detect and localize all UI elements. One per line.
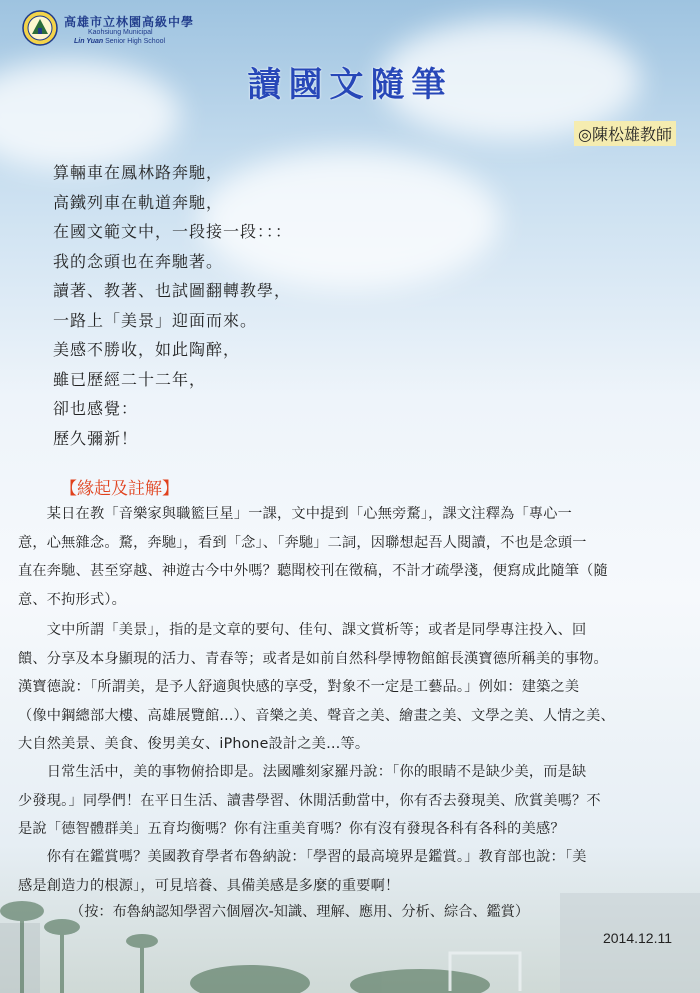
paragraph-line: 意、不拘形式）。	[18, 591, 127, 608]
paragraph-line: 大自然美景、美食、俊男美女、iPhone設計之美…等。	[18, 736, 370, 752]
poem-line: 美感不勝收，如此陶醉，	[53, 340, 241, 359]
article-date: 2014.12.11	[602, 930, 672, 946]
paragraph-beauty	[18, 616, 678, 759]
poem-line: 讀著、教著、也試圖翻轉教學，	[53, 281, 292, 300]
poem-line: 算輛車在鳳林路奔馳，	[53, 163, 224, 182]
article-title: 讀國文隨筆	[247, 65, 453, 105]
poem-block	[53, 158, 292, 453]
paragraph-line: 饋、分享及本身顯現的活力、青春等；或者是如前自然科學博物館館長漢寶德所稱美的事物。	[18, 650, 608, 667]
paragraph-line: 你有在鑑賞嗎？美國教育學者布魯納說：「學習的最高境界是鑑賞。」教育部也說：「美	[18, 849, 587, 865]
footnote: （按：布魯納認知學習六個層次-知識、理解、應用、分析、綜合、鑑賞）	[70, 904, 530, 920]
paragraph-line: 直在奔馳、甚至穿越、神遊古今中外嗎？聽聞校刊在徵稿，不計才疏學淺，便寫成此隨筆（隨	[18, 563, 608, 579]
paragraph-line: 某日在教「音樂家與職籃巨星」一課，文中提到「心無旁騖」，課文注釋為「專心一	[18, 506, 573, 522]
paragraph-line: （像中鋼總部大樓、高雄展覽館...）、音樂之美、聲音之美、繪畫之美、文學之美、人情之美、	[18, 707, 615, 724]
school-name-english-line2	[74, 38, 165, 45]
school-emblem-icon	[22, 10, 58, 46]
paragraph-origin	[18, 500, 678, 614]
poem-line: 歷久彌新！	[53, 428, 139, 448]
paragraph-line: 日常生活中，美的事物俯拾即是。法國雕刻家羅丹說：「你的眼睛不是缺少美，而是缺	[18, 764, 587, 780]
school-name-english-line1: Kaohsiung Municipal	[88, 29, 153, 36]
poem-line: 一路上「美景」迎面而來。	[53, 310, 258, 330]
poem-line: 雖已歷經二十二年，	[53, 369, 207, 389]
paragraph-daily-life	[18, 758, 678, 844]
paragraph-line: 漢寶德說：「所謂美，是予人舒適與快感的享受，對象不一定是工藝品。」例如：建築之美	[18, 679, 580, 695]
paragraph-appreciation	[18, 843, 678, 900]
paragraph-line: 意，心無雜念。騖，奔馳」，看到「念」、「奔馳」二詞，因聯想起吾人閱讀，不也是念頭一	[18, 534, 587, 551]
poem-line: 高鐵列車在軌道奔馳，	[53, 192, 224, 212]
poem-line: 我的念頭也在奔馳著。	[53, 251, 224, 271]
section-heading: 【緣起及註解】	[60, 479, 179, 499]
paragraph-line: 文中所謂「美景」，指的是文章的要句、佳句、課文賞析等；或者是同學專注投入、回	[18, 622, 587, 638]
school-name-english-rest: Senior High School	[103, 38, 166, 45]
paragraph-line: 感是創造力的根源」，可見培養、具備美感是多麼的重要啊！	[18, 877, 400, 894]
poem-line: 在國文範文中，一段接一段：：：	[53, 222, 293, 241]
poem-line: 卻也感覺：	[53, 399, 139, 418]
school-name-english-bold: Lin Yuan	[74, 38, 104, 45]
school-name-chinese: 高雄市立林園高級中學	[64, 15, 195, 29]
paragraph-line: 少發現。」同學們！在平日生活、讀書學習、休閒活動當中，你有否去發現美、欣賞美嗎？不	[18, 792, 601, 809]
author-byline: ◎陳松雄教師	[574, 121, 676, 146]
paragraph-line: 是說「德智體群美」五育均衡嗎？你有注重美育嗎？你有沒有發現各科有各科的美感？	[18, 821, 565, 837]
